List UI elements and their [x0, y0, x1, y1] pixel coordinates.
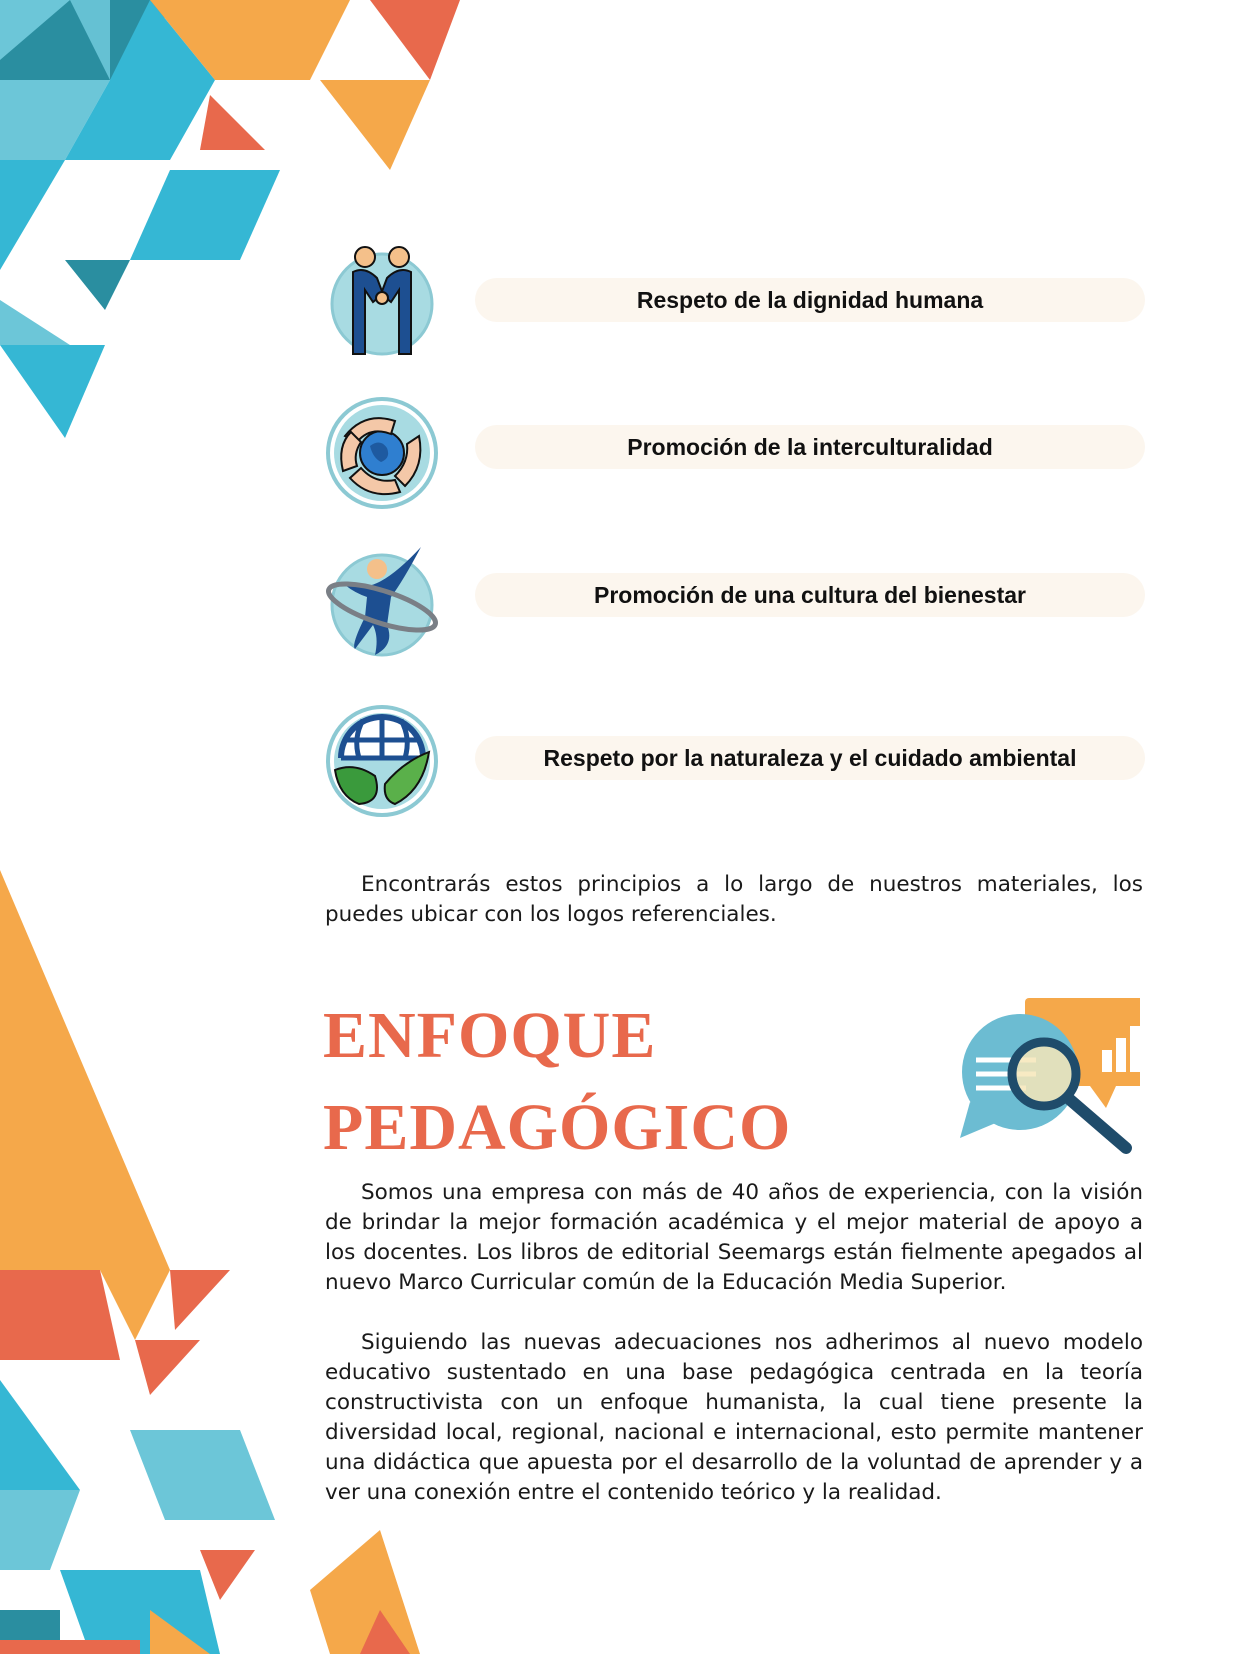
section-paragraph-1 [325, 1178, 1143, 1298]
principle-label: Respeto por la naturaleza y el cuidado ambiental [475, 736, 1145, 780]
intro-paragraph [325, 870, 1143, 930]
principle-label: Promoción de una cultura del bienestar [475, 573, 1145, 617]
handshake-icon [325, 244, 439, 358]
section-paragraph-2 [325, 1328, 1143, 1508]
section-title-line1: ENFOQUE [323, 999, 657, 1072]
intro-paragraph-text: Encontrarás estos principios a lo largo de nuestros materiales, los puedes ubicar con los logos referenciales. [325, 872, 1143, 927]
principle-label: Promoción de la interculturalidad [475, 425, 1145, 469]
decorative-triangles-top [0, 0, 470, 440]
section-title [323, 990, 791, 1174]
principle-label: Respeto de la dignidad humana [475, 278, 1145, 322]
wellbeing-figure-icon [325, 545, 439, 659]
principle-item [325, 244, 1145, 364]
section-paragraph-1-text: Somos una empresa con más de 40 años de experiencia, con la visión de brindar la mejor formación académica y el mejor material de apoyo a los docentes. Los libros de editorial Seemargs están fielmente apegados al nuevo Marco Curricular común de la Educación Media Superior. [325, 1180, 1143, 1295]
principle-item [325, 545, 1145, 665]
principle-item [325, 396, 1145, 516]
globe-leaves-icon [325, 704, 439, 818]
hands-globe-icon [325, 396, 439, 510]
section-paragraph-2-text: Siguiendo las nuevas adecuaciones nos adherimos al nuevo modelo educativo sustentado en una base pedagógica centrada en la teoría constructivista con un enfoque humanista, la cual tiene presente la diversidad local, regional, nacional e internacional, esto permite mantener una didáctica que apuesta por el desarrollo de la voluntad de aprender y a ver una conexión entre el contenido teórico y la realidad. [325, 1330, 1143, 1505]
section-title-line2: PEDAGÓGICO [323, 1091, 792, 1164]
principle-item [325, 704, 1145, 824]
analysis-magnifier-icon [940, 990, 1140, 1160]
